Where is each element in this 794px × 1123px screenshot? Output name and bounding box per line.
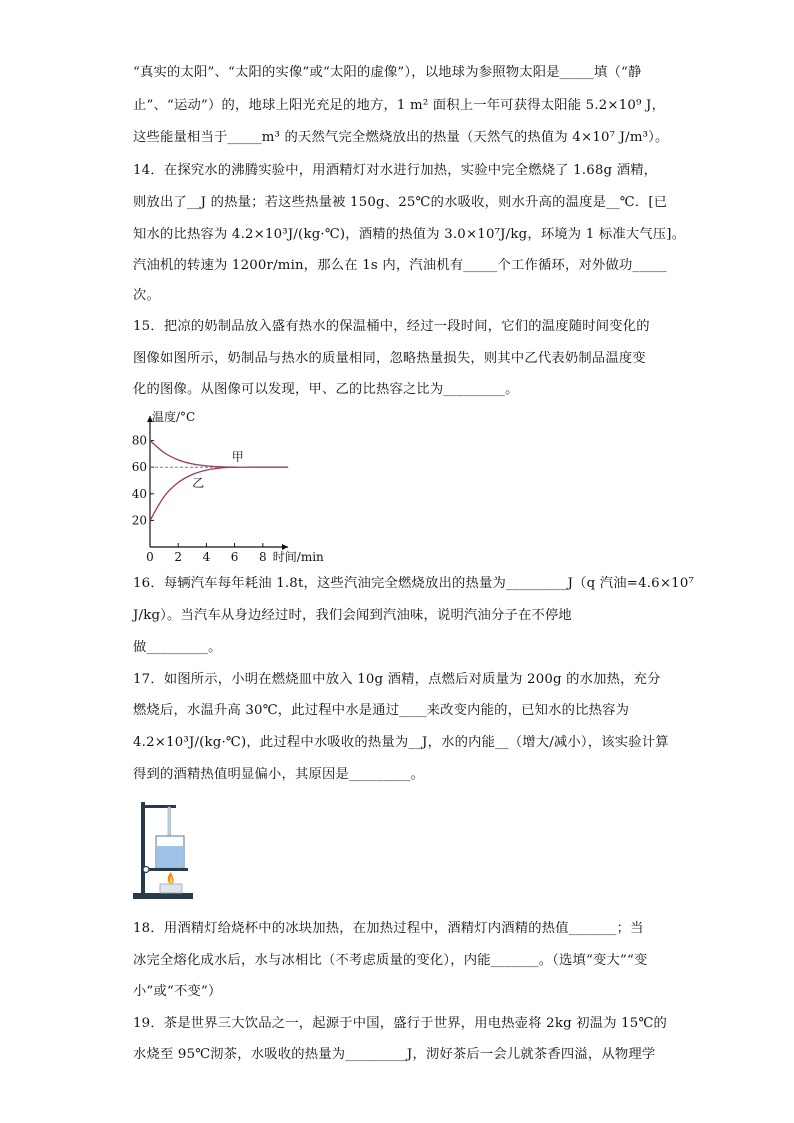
question-18-line: 18．用酒精灯给烧杯中的冰块加热，在加热过程中，酒精灯内酒精的热值_______；当: [133, 921, 644, 936]
text-line: 知水的比热容为 4.2×10³J/(kg·℃)，酒精的热值为 3.0×10⁷J/kg，环境为 1 标准大气压]。: [133, 227, 686, 242]
series-jia-curve: [150, 441, 288, 468]
series-yi-label: 乙: [192, 476, 205, 491]
apparatus-svg: [132, 798, 196, 904]
heating-apparatus-illustration: [132, 798, 196, 904]
text-line: 汽油机的转速为 1200r/min，那么在 1s 内，汽油机有_____个工作循环，对外做功_____: [133, 258, 667, 273]
x-tick-label: 4: [202, 550, 211, 564]
question-15-line: 15．把凉的奶制品放入盛有热水的保温桶中，经过一段时间，它们的温度随时间变化的: [133, 319, 650, 334]
question-19-line: 19．茶是世界三大饮品之一，起源于中国，盛行于世界，用电热壶将 2kg 初温为 15℃的: [133, 1016, 668, 1031]
y-tick-label: 60: [131, 460, 147, 475]
x-tick-label: 6: [230, 550, 239, 564]
question-17-line: 17．如图所示，小明在燃烧皿中放入 10g 酒精，点燃后对质量为 200g 的水加热，充分: [133, 672, 661, 687]
clamp-arm: [142, 805, 176, 808]
text-line: 冰完全熔化成水后，水与冰相比（不考虑质量的变化），内能_______。（选填“变大”“变: [133, 953, 648, 968]
text-line: 水烧至 95℃沏茶，水吸收的热量为_________J，沏好茶后一会儿就茶香四溢，从物理学: [133, 1047, 656, 1062]
text-line: “真实的太阳”、“太阳的实像”或“太阳的虚像”），以地球为参照物太阳是_____填（“静: [133, 65, 642, 80]
x-tick-label: 2: [174, 550, 183, 564]
text-line: 得到的酒精热值明显偏小，其原因是_________。: [133, 767, 425, 782]
question-16-line: 16．每辆汽车每年耗油 1.8t，这些汽油完全燃烧放出的热量为_________J（q 汽油=4.6×10⁷: [133, 576, 695, 591]
y-tick-label: 80: [131, 433, 147, 448]
chart-svg: [128, 404, 348, 566]
y-tick-label: 20: [131, 513, 147, 528]
x-tick-label: 8: [258, 550, 267, 564]
text-line: 图像如图所示，奶制品与热水的质量相同，忽略热量损失，则其中乙代表奶制品温度变: [133, 351, 646, 366]
text-line: 燃烧后，水温升高 30℃，此过程中水是通过____来改变内能的，已知水的比热容为: [133, 703, 630, 718]
text-line: 小”或“不变”）: [133, 984, 222, 999]
x-tick-label: 0: [146, 550, 154, 564]
text-line: 做_________。: [133, 640, 222, 655]
text-line: J/kg）。当汽车从身边经过时，我们会闻到汽油味，说明汽油分子在不停地: [133, 608, 572, 623]
text-line: 化的图像。从图像可以发现，甲、乙的比热容之比为_________。: [133, 382, 519, 397]
beaker-water: [157, 846, 183, 867]
series-yi-curve: [150, 467, 235, 520]
series-jia-label: 甲: [231, 450, 244, 465]
text-line: 止”、“运动”）的，地球上阳光充足的地方，1 m² 面积上一年可获得太阳能 5.2×10⁹ J，: [133, 98, 666, 113]
clamp-knob: [143, 867, 149, 873]
y-axis-label: 温度/°C: [152, 410, 196, 424]
text-line: 次。: [133, 288, 160, 303]
burner-dish: [160, 884, 182, 893]
text-line: 这些能量相当于_____m³ 的天然气完全燃烧放出的热量（天然气的热值为 4×10⁷ J/m³）。: [133, 130, 669, 145]
question-14-line: 14．在探究水的沸腾实验中，用酒精灯对水进行加热，实验中完全燃烧了 1.68g 酒精，: [133, 163, 658, 178]
text-line: 则放出了__J 的热量；若这些热量被 150g、25℃的水吸收，则水升高的温度是__℃．[已: [133, 195, 668, 210]
temperature-time-chart: [128, 404, 348, 566]
x-axis-label: 时间/min: [272, 550, 324, 564]
stand-rod: [141, 802, 145, 894]
text-line: 4.2×10³J/(kg·℃)，此过程中水吸收的热量为__J，水的内能__（增大/减小），该实验计算: [133, 735, 669, 750]
y-tick-label: 40: [131, 486, 147, 501]
